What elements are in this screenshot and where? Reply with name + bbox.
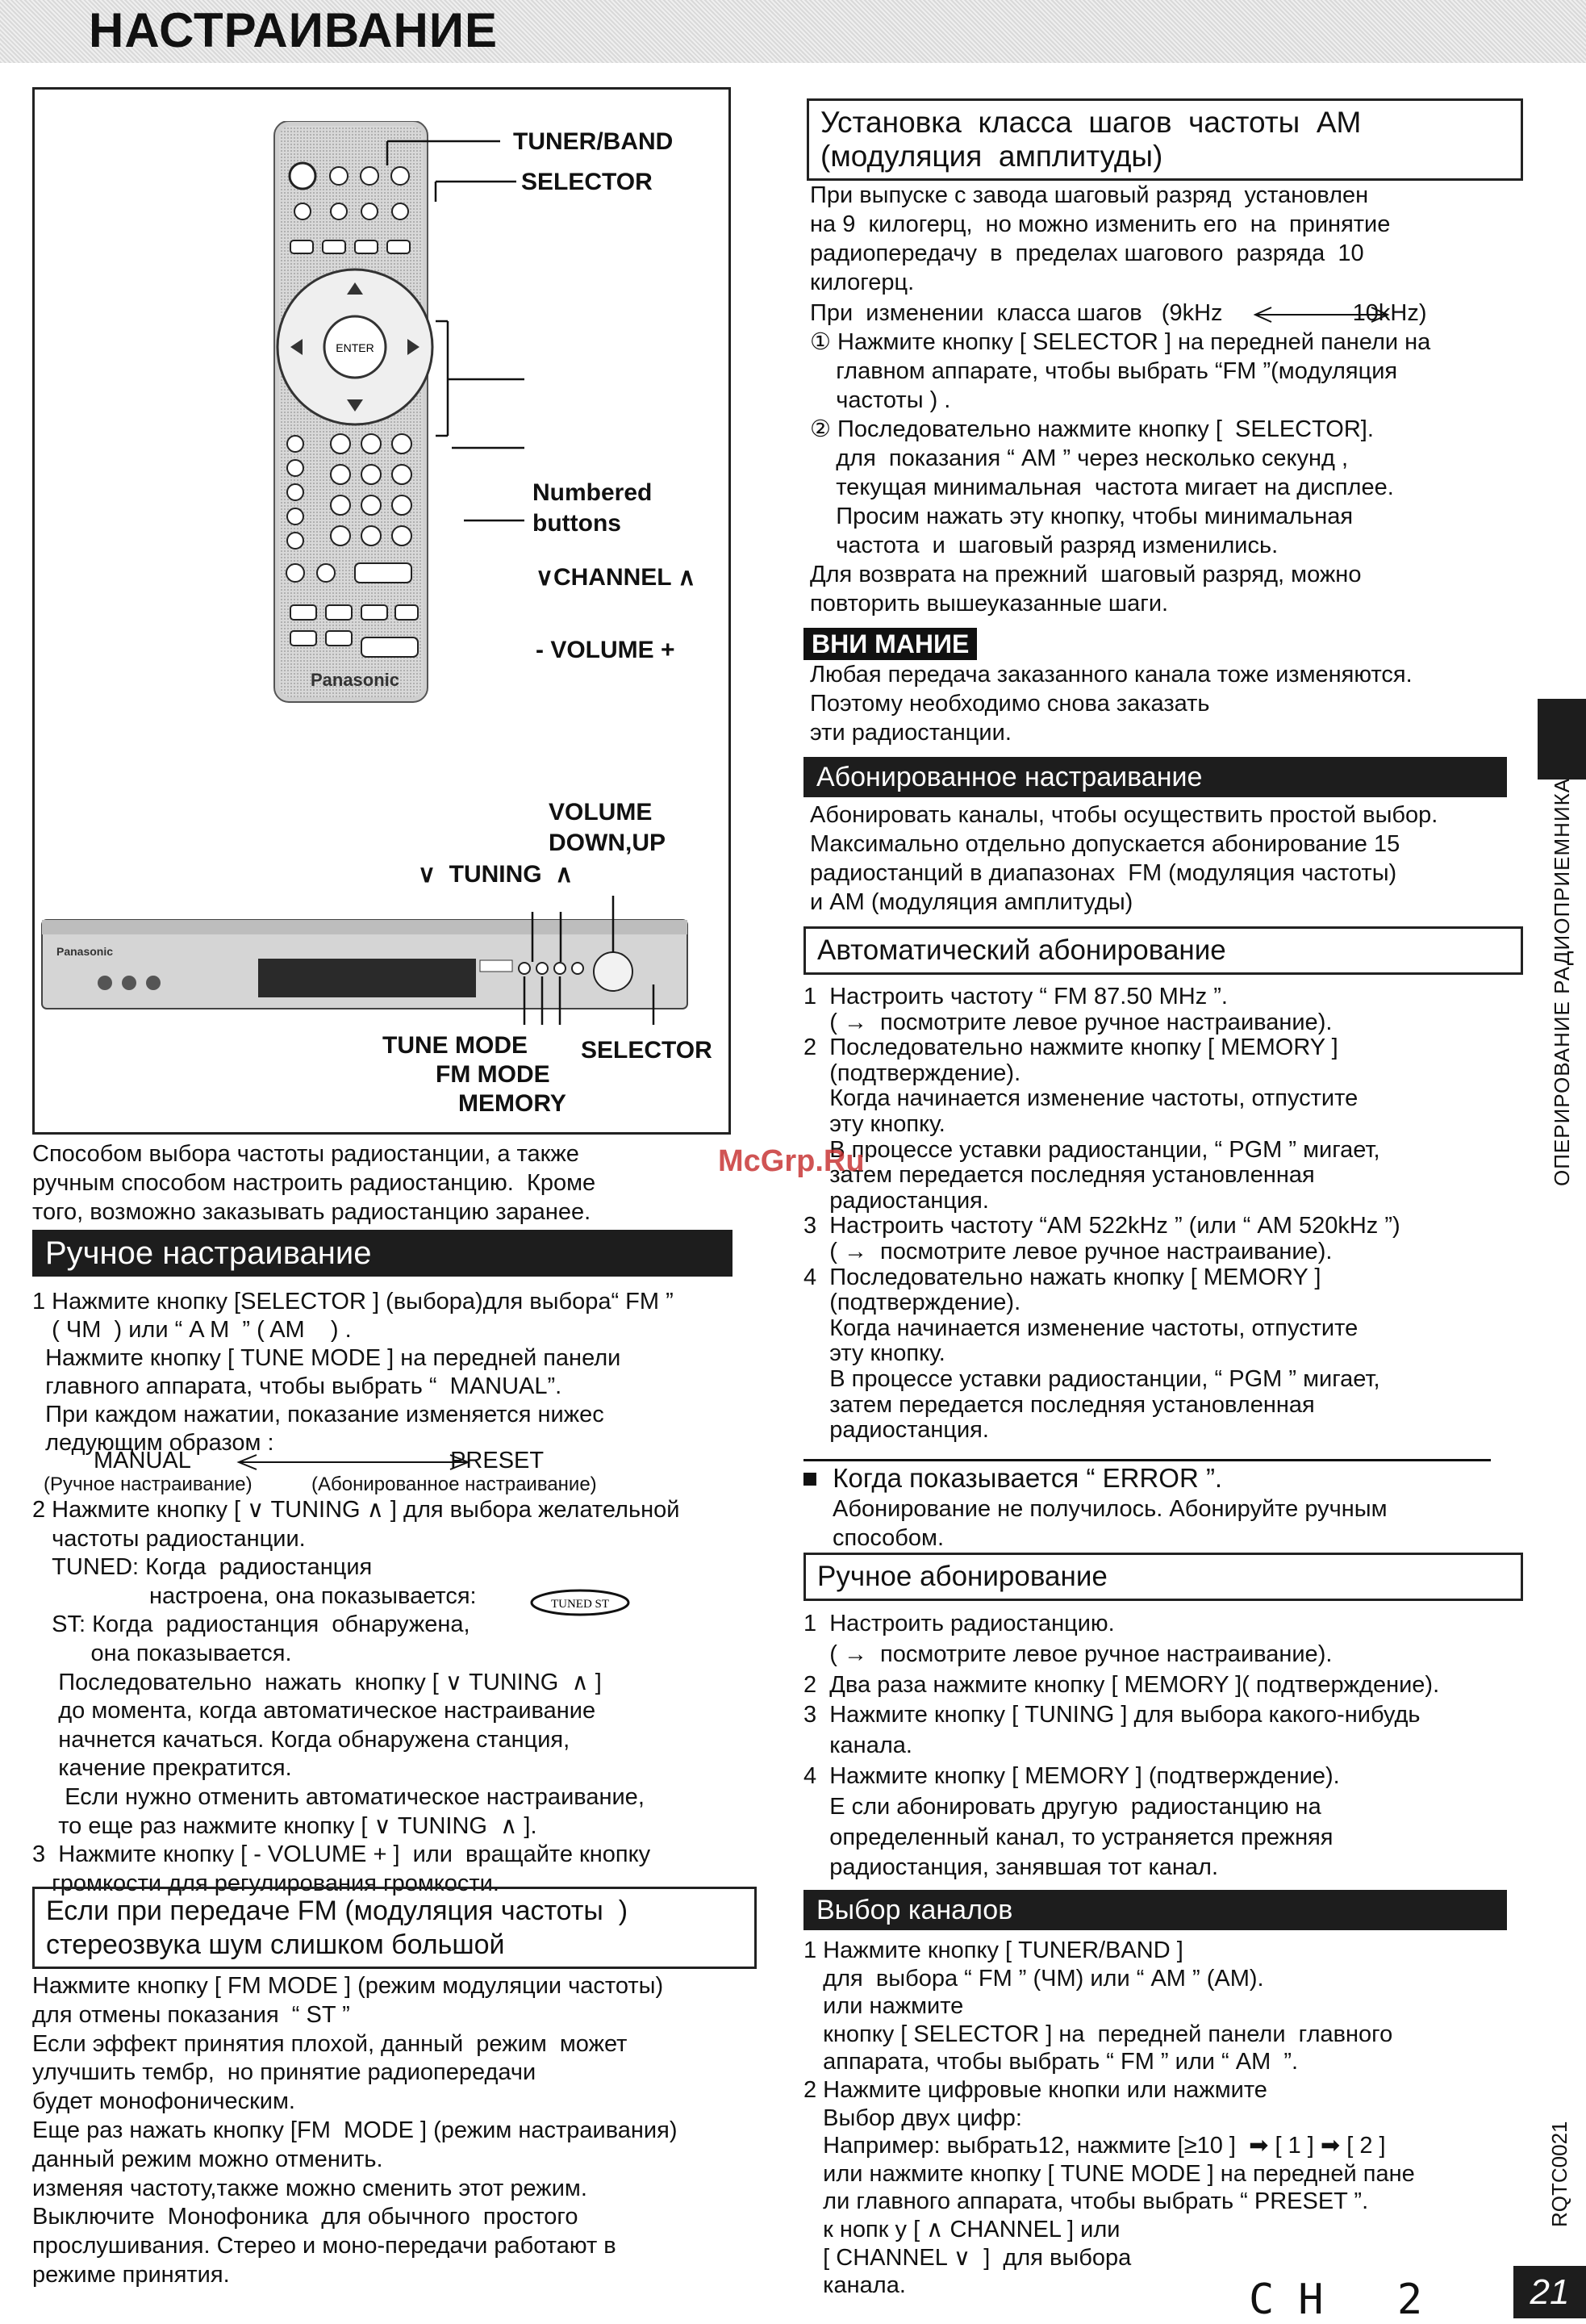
enter-label: ENTER [336, 341, 374, 354]
doc-code: RQTC0021 [1547, 2121, 1571, 2227]
label-fm-mode: FM MODE [436, 1061, 550, 1088]
manual-preset-arrow-labels: MANUAL PRESET [94, 1448, 545, 1473]
tuned-st-indicator [528, 1586, 632, 1619]
label-selector-remote: SELECTOR [521, 169, 653, 195]
step-arrow [1252, 305, 1391, 324]
label-tuning: ∨ TUNING ∧ [418, 861, 574, 888]
channel-select-title: Выбор каналов [803, 1890, 1507, 1930]
am-step-title: Установка класса шагов частоты AM (модуляция амплитуды) [807, 98, 1523, 181]
preset-tuning-text: Абонировать каналы, чтобы осуществить простой выбор. Максимально отдельно допускается абонирование 15 радиостанций в диапазонах FM (модуляция частоты) и AM (модуляция амплитуды) [810, 802, 1438, 915]
label-tuner-band: TUNER/BAND [513, 128, 674, 155]
power-button [290, 163, 315, 189]
tuned-st-text: TUNED ST [550, 1598, 610, 1611]
toggle-arrow [232, 1452, 474, 1472]
auto-preset-steps: 1 Настроить частоту “ FM 87.50 MHz ”. ( → посмотрите левое ручное настраивание). 2 Последовательно нажмите кнопку [ MEMORY ] (подтверждение). Когда начинается изменение частоты, отпустите эту кнопку. В процессе уставки радиостанции, “ PGM ” мигает, затем передается последняя установленная радиостанция. 3 Настроить частоту “AM 522kHz ” (или “ AM 520kHz ”) ( → посмотрите левое ручное настраивание). 4 Последовательно нажать кнопку [ MEMORY ] (подтверждение). Когда начинается изменение частоты, отпустите эту кнопку. В процессе уставки радиостанции, “ PGM ” мигает, затем передается последняя установленная радиостанция. [803, 984, 1400, 1444]
label-selector-unit: SELECTOR [581, 1037, 712, 1064]
attention-text: Любая передача заказанного канала тоже изменяются. Поэтому необходимо снова заказать эти радиостанции. [810, 662, 1413, 746]
label-tune-mode: TUNE MODE [382, 1032, 528, 1059]
remote-brand: Panasonic [310, 670, 400, 690]
manual-tuning-steps-2: 2 Нажмите кнопку [ ∨ TUNING ∧ ] для выбора желательной частоты радиостанции. TUNED: Когда радиостанция настроена, она показывается: ST: Когда радиостанция обнаружена, она показывается. Последовательно нажать кнопку [ ∨ TUNING ∧ ] до момента, когда автоматическое настраивание начнется качаться. Когда обнаружена станция, качение прекратится. Если нужно отменить автоматическое настраивание, то еще раз нажмите кнопку [ ∨ TUNING ∧ ]. 3 Нажмите кнопку [ - VOLUME + ] или вращайте кнопку громкости для регулирования громкости. [32, 1497, 680, 1896]
volume-knob [594, 952, 632, 991]
am-step-change: При изменении класса шагов (9kHz 10kHz) [810, 300, 1427, 326]
remote-leader-lines [355, 121, 549, 670]
label-memory: MEMORY [458, 1090, 566, 1117]
section-tab-marker [1538, 699, 1586, 780]
manual-tuning-title: Ручное настраивание [32, 1230, 732, 1277]
intro-text: Способом выбора частоты радиостанции, а также ручным способом настроить радиостанцию. Кроме того, возможно заказывать радиостанцию заранее. [32, 1141, 596, 1225]
auto-preset-title: Автоматический абонирование [803, 926, 1523, 975]
fm-noise-box-text: Нажмите кнопку [ FM MODE ] (режим модуляции частоты) для отмены показания “ ST ” Если эффект принятия плохой, данный режим может улучшить тембр, но принятие радиопередачи будет монофоническим. Еще раз нажать кнопку [FM MODE ] (режим настраивания) данный режим можно отменить. изменяя частоту,также можно сменить этот режим. Выключите Монофоника для обычного простого прослушивания. Стерео и моно-передачи работают в режиме принятия. [32, 1973, 678, 2288]
am-step-steps: ① Нажмите кнопку [ SELECTOR ] на передней панели на главном аппарате, чтобы выбрать “FM ”(модуляция частоты ) . ② Последовательно нажмите кнопку [ SELECTOR]. для показания “ AM ” через несколько секунд , текущая минимальная частота мигает на дисплее. Просим нажать эту кнопку, чтобы минимальная частота и шаговый разряд изменились. Для возврата на прежний шаговый разряд, можно повторить вышеуказанные шаги. [810, 329, 1431, 617]
page-number: 21 [1513, 2266, 1586, 2318]
main-unit-illustration [40, 896, 702, 1025]
label-volume: - VOLUME + [536, 637, 675, 663]
manual-preset-title: Ручное абонирование [803, 1553, 1523, 1601]
label-channel: ∨CHANNEL ∧ [536, 564, 696, 591]
preset-tuning-title: Абонированное настраивание [803, 757, 1507, 797]
manual-preset-arrow-sub: (Ручное настраивание) (Абонированное настраивание) [44, 1473, 597, 1495]
error-text: Абонирование не получилось. Абонируйте ручным способом. [833, 1496, 1388, 1551]
page-title: НАСТРАИВАНИЕ [89, 3, 498, 57]
label-numbered-buttons: Numbered buttons [532, 479, 653, 537]
lcd-display: CH 2 [1249, 2276, 1447, 2324]
unit-brand: Panasonic [56, 945, 114, 958]
section-label: ОПЕРИРОВАНИЕ РАДИОПРИЕМНИКА [1550, 777, 1574, 1186]
attention-title: ВНИ МАНИЕ [803, 628, 977, 660]
fm-noise-box-title: Если при передаче FM (модуляция частоты ) стереозвука шум слишком большой [32, 1887, 757, 1969]
manual-tuning-steps: 1 Нажмите кнопку [SELECTOR ] (выбора)для выбора“ FM ” ( ЧМ ) или “ A M ” ( AM ) . Нажмите кнопку [ TUNE MODE ] на передней панели главного аппарата, чтобы выбрать “ MANUAL”. При каждом нажатии, показание изменяется нижес ледующим образом : [32, 1289, 674, 1456]
manual-preset-steps: 1 Настроить радиостанцию. ( → посмотрите левое ручное настраивание). 2 Два раза нажмите кнопку [ MEMORY ]( подтверждение). 3 Нажмите кнопку [ TUNING ] для выбора какого-нибудь канала. 4 Нажмите кнопку [ MEMORY ] (подтверждение). Е сли абонировать другую радиостанцию на определенный канал, то устраняется прежняя радиостанция, занявшая тот канал. [803, 1611, 1440, 1881]
label-volume-down-up: VOLUME DOWN,UP [549, 799, 666, 856]
channel-select-steps: 1 Нажмите кнопку [ TUNER/BAND ] для выбора “ FM ” (ЧМ) или “ AM ” (AM). или нажмите кнопку [ SELECTOR ] на передней панели главного аппарата, чтобы выбрать “ FM ” или “ AM ”. 2 Нажмите цифровые кнопки или нажмите Выбор двух цифр: Например: выбрать12, нажмите [≥10 ] ➡ [ 1 ] ➡ [ 2 ] или нажмите кнопку [ TUNE MODE ] на передней пане ли главного аппарата, чтобы выбрать “ PRESET ”. к нопк у [ ∧ CHANNEL ] или [ CHANNEL ∨ ] для выбора канала. [803, 1937, 1415, 2299]
error-title: ■ Когда показывается “ ERROR ”. [802, 1463, 1223, 1493]
error-separator [803, 1459, 1491, 1461]
watermark: McGrp.Ru [718, 1144, 865, 1178]
am-step-text: При выпуске с завода шаговый разряд установлен на 9 килогерц, но можно изменить его на принятие радиопередачу в пределах шагового разряда 10 килогерц. [810, 182, 1391, 295]
